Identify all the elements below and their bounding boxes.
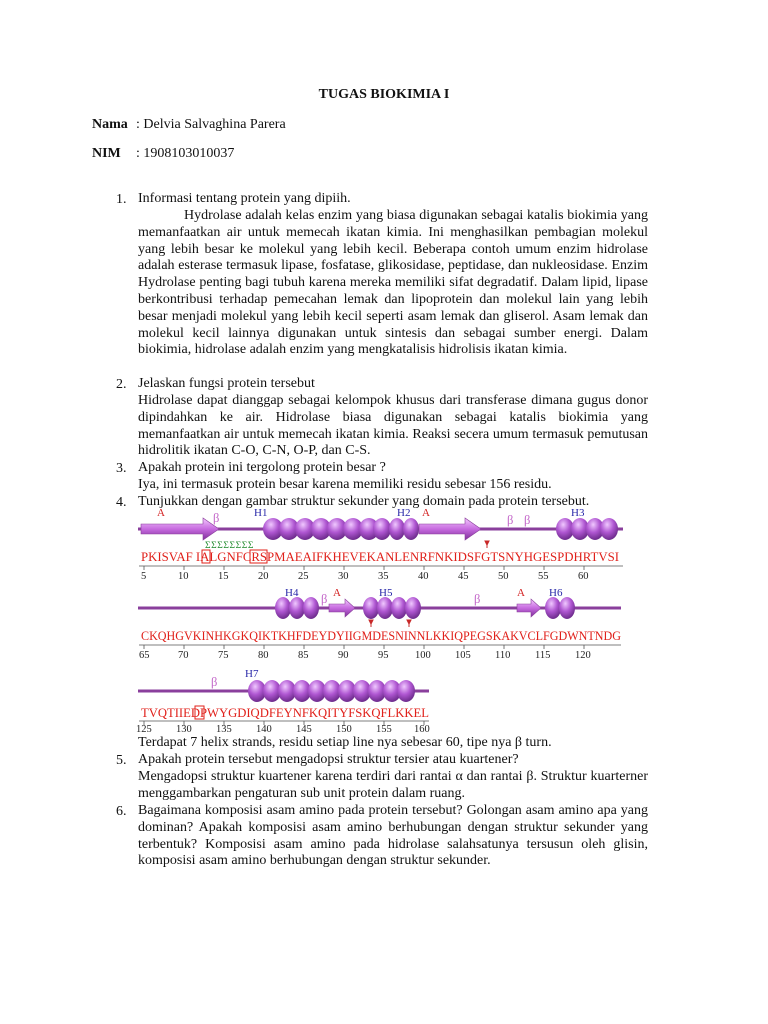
q1-question: Informasi tentang protein yang dipiih.	[138, 191, 351, 206]
tick-label: 40	[418, 571, 429, 582]
strand-label: A	[422, 507, 430, 519]
tick-label: 130	[176, 724, 192, 733]
tick-label: 155	[376, 724, 392, 733]
site-marker-red	[485, 541, 489, 548]
page-title: TUGAS BIOKIMIA I	[318, 87, 450, 102]
secondary-structure-figure	[133, 505, 628, 733]
tick-label: 25	[298, 571, 309, 582]
q6-answer: Komposisi asam amino pada hidrolase salahsatunya tersusun oleh glisin, komposisi asam amino berhubungan dengan struktur sekunder.	[138, 836, 649, 869]
site-markers: ΣΣΣΣΣΣΣΣ	[205, 541, 255, 551]
beta-label: β	[507, 513, 514, 527]
helix-label-h6: H6	[549, 587, 563, 599]
strand-label: A	[517, 587, 525, 599]
row-2	[138, 587, 621, 661]
row-3	[136, 668, 430, 733]
sequence-row-2: CKQHGVKINHKGKQIKTKHFDEYDYIIGMDESNINNLKKIQPEGSKAKVCLFGDWNTNDG	[141, 629, 622, 643]
helix-label-h4: H4	[285, 587, 299, 599]
q5-number: 5.	[116, 753, 127, 768]
tick-label: 20	[258, 571, 269, 582]
site-marker-red	[369, 620, 373, 627]
helix-h2	[389, 518, 419, 540]
nama-value: : Delvia Salvaghina Parera	[136, 117, 286, 132]
helix-label-h2: H2	[397, 507, 411, 519]
helix-label-h3: H3	[571, 507, 585, 519]
ruler-row-2	[139, 645, 621, 661]
nama-label: Nama	[92, 117, 128, 132]
site-marker-red	[407, 620, 411, 627]
tick-label: 50	[498, 571, 509, 582]
tick-label: 115	[535, 650, 551, 661]
tick-label: 120	[575, 650, 591, 661]
tick-label: 70	[178, 650, 189, 661]
q4-answer: Terdapat 7 helix strands, residu setiap line nya sebesar 60, tipe nya β turn.	[138, 735, 552, 750]
sequence-row-3: TVQTIIEDPWYGDIQDFEYNFKQITYFSKQFLKKEL	[141, 706, 429, 720]
beta-label: β	[524, 513, 531, 527]
tick-label: 60	[578, 571, 589, 582]
strand-label: A	[333, 587, 341, 599]
q5-question: Apakah protein tersebut mengadopsi struktur tersier atau kuartener?	[138, 752, 519, 767]
helix-label-h5: H5	[379, 587, 393, 599]
nim-label: NIM	[92, 146, 121, 161]
tick-label: 150	[336, 724, 352, 733]
q2-answer: Hidrolase dapat dianggap sebagai kelompok khusus dari transferase dimana gugus donor dipindahkan ke air. Hidrolase biasa digunakan sebagai katalis biokimia yang memanfaatkan air untuk memecah ikatan kimia. Reaksi secera umum termasuk pemutusan hidrolitik ikatan C-O, C-N, O-P, dan C-S.	[138, 393, 648, 459]
tick-label: 145	[296, 724, 312, 733]
beta-label: β	[321, 592, 328, 606]
beta-label: β	[213, 511, 220, 525]
ruler-row-1	[139, 566, 623, 582]
strand-arrow	[517, 599, 541, 617]
row-1	[138, 507, 623, 582]
strand-label: A	[157, 507, 165, 519]
q4-question: Tunjukkan dengan gambar struktur sekunder yang domain pada protein tersebut.	[138, 494, 590, 509]
tick-label: 110	[495, 650, 511, 661]
tick-label: 75	[218, 650, 229, 661]
helix-label-h7: H7	[245, 668, 259, 680]
q3-question: Apakah protein ini tergolong protein besar ?	[138, 460, 386, 475]
nim-value: : 1908103010037	[136, 146, 235, 161]
q5-answer: Mengadopsi struktur kuartener karena terdiri dari rantai α dan rantai β. Struktur kuarterner menggambarkan pengaturan sub unit protein dalam ruang.	[138, 769, 648, 801]
helix-label-h1: H1	[254, 507, 268, 519]
q6-question: Bagaimana komposisi asam amino pada protein tersebut? Golongan asam amino apa yang dominan? Apakah komposisi asam amino berhubungan dengan struktur sekunder yang terbentuk?	[138, 803, 648, 852]
strand-arrow	[419, 518, 481, 540]
tick-label: 135	[216, 724, 232, 733]
q1-number: 1.	[116, 192, 127, 207]
tick-label: 160	[414, 724, 430, 733]
strand-arrow	[141, 518, 219, 540]
helix-h3	[556, 518, 618, 540]
tick-label: 10	[178, 571, 189, 582]
tick-label: 55	[538, 571, 549, 582]
helix-h4	[275, 597, 319, 619]
tick-label: 90	[338, 650, 349, 661]
strand-arrow	[329, 599, 355, 617]
tick-label: 65	[139, 650, 150, 661]
helix-h1	[263, 518, 391, 540]
helix-h5	[363, 597, 421, 619]
tick-label: 35	[378, 571, 389, 582]
q1-answer: Hydrolase adalah kelas enzim yang biasa digunakan sebagai katalis biokimia yang memanfaatkan air untuk memecah ikatan kimia. Ini menghasilkan pembagian molekul yang lebih besar ke molekul yang lebih kecil. Beberapa contoh umum enzim hidrolase adalah esterase termasuk lipase, fosfatase, glikosidase, peptidase, dan nukleosidase. Enzim Hydrolase penting bagi tubuh karena mereka memiliki sifat degradatif. Dalam lipid, lipase berkontribusi terhadap pemecahan lemak dan lipoprotein dan molekul lain yang lebih besar menjadi molekul yang lebih kecil seperti asam lemak dan gliserol. Asam lemak dan molekul kecil lainnya digunakan untuk sintesis dan sebagai sumber energi. Dalam biokimia, hidrolase adalah enzim yang mengkatalisis hidrolisis ikatan kimia.	[138, 208, 648, 358]
q2-question: Jelaskan fungsi protein tersebut	[138, 376, 315, 391]
sequence-row-1: PKISVAF IALGNFCRSPMAEAIFKHEVEKANLENRFNKIDSFGTSNYHGESPDHRTVSI	[141, 550, 619, 564]
helix-h6	[545, 597, 575, 619]
q6-block	[138, 803, 648, 870]
tick-label: 45	[458, 571, 469, 582]
tick-label: 105	[455, 650, 471, 661]
tick-label: 30	[338, 571, 349, 582]
ruler-row-3	[136, 721, 430, 733]
tick-label: 85	[298, 650, 309, 661]
tick-label: 15	[218, 571, 229, 582]
helix-h7	[248, 680, 415, 702]
tick-label: 100	[415, 650, 431, 661]
q3-answer: Iya, ini termasuk protein besar karena memiliki residu sebesar 156 residu.	[138, 477, 552, 492]
q2-number: 2.	[116, 377, 127, 392]
beta-label: β	[211, 675, 218, 689]
beta-label: β	[474, 592, 481, 606]
q4-number: 4.	[116, 495, 127, 510]
tick-label: 80	[258, 650, 269, 661]
q6-number: 6.	[116, 804, 127, 819]
q3-number: 3.	[116, 461, 127, 476]
tick-label: 5	[141, 571, 147, 582]
tick-label: 125	[136, 724, 152, 733]
tick-label: 140	[256, 724, 272, 733]
tick-label: 95	[378, 650, 389, 661]
